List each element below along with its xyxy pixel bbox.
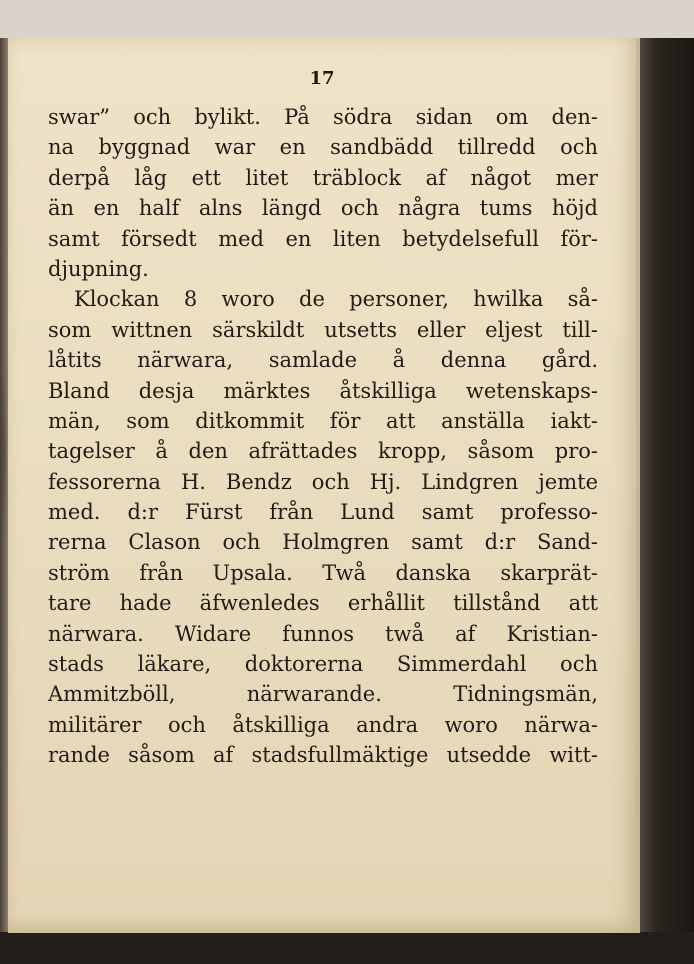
text-line: swar” och bylikt. På södra sidan om den-: [48, 105, 598, 129]
binding-shadow: [0, 373, 6, 533]
text-line: ström från Upsala. Twå danska skarprät-: [48, 560, 598, 585]
scan-bottom-margin: [0, 932, 694, 964]
text-line: närwara. Widare funnos twå af Kristian-: [48, 621, 598, 646]
text-line: med. d:r Fürst från Lund samt professo-: [48, 500, 598, 525]
text-line: som wittnen särskildt utsetts eller eljest till-: [48, 317, 598, 342]
text-line: militärer och åtskilliga andra woro närwa-: [48, 712, 598, 737]
text-line: Bland desja märktes åtskilliga wetenskaps-: [48, 378, 598, 403]
text-line: samt försedt med en liten betydelsefull för-: [48, 226, 598, 251]
text-line: tare hade äfwenledes erhållit tillstånd att: [48, 591, 598, 616]
text-line: rerna Clason och Holmgren samt d:r Sand-: [48, 530, 598, 555]
text-line: Ammitzböll, närwarande. Tidningsmän,: [48, 682, 598, 707]
text-line: fessorerna H. Bendz och Hj. Lindgren jemte: [48, 469, 598, 494]
body-text: [48, 102, 598, 771]
text-line: rande såsom af stadsfullmäktige utsedde witt-: [48, 743, 598, 768]
text-line: na byggnad war en sandbädd tillredd och: [48, 135, 598, 160]
text-line: män, som ditkommit för att anställa iakt-: [48, 408, 598, 433]
text-line: djupning.: [48, 256, 149, 281]
text-line: än en half alns längd och några tums höjd: [48, 196, 598, 221]
scan-top-margin: [0, 0, 694, 38]
scan-right-margin: [636, 38, 694, 964]
text-line: tagelser å den afrättades kropp, såsom pro-: [48, 439, 598, 464]
text-line: Klockan 8 woro de personer, hwilka så-: [74, 287, 598, 312]
text-line: stads läkare, doktorerna Simmerdahl och: [48, 652, 598, 677]
text-line: derpå låg ett litet träblock af något mer: [48, 165, 598, 190]
book-page: [8, 38, 636, 933]
page-number: 17: [309, 68, 335, 89]
page-edge: [636, 38, 640, 933]
text-line: låtits närwara, samlade å denna gård.: [48, 348, 598, 373]
